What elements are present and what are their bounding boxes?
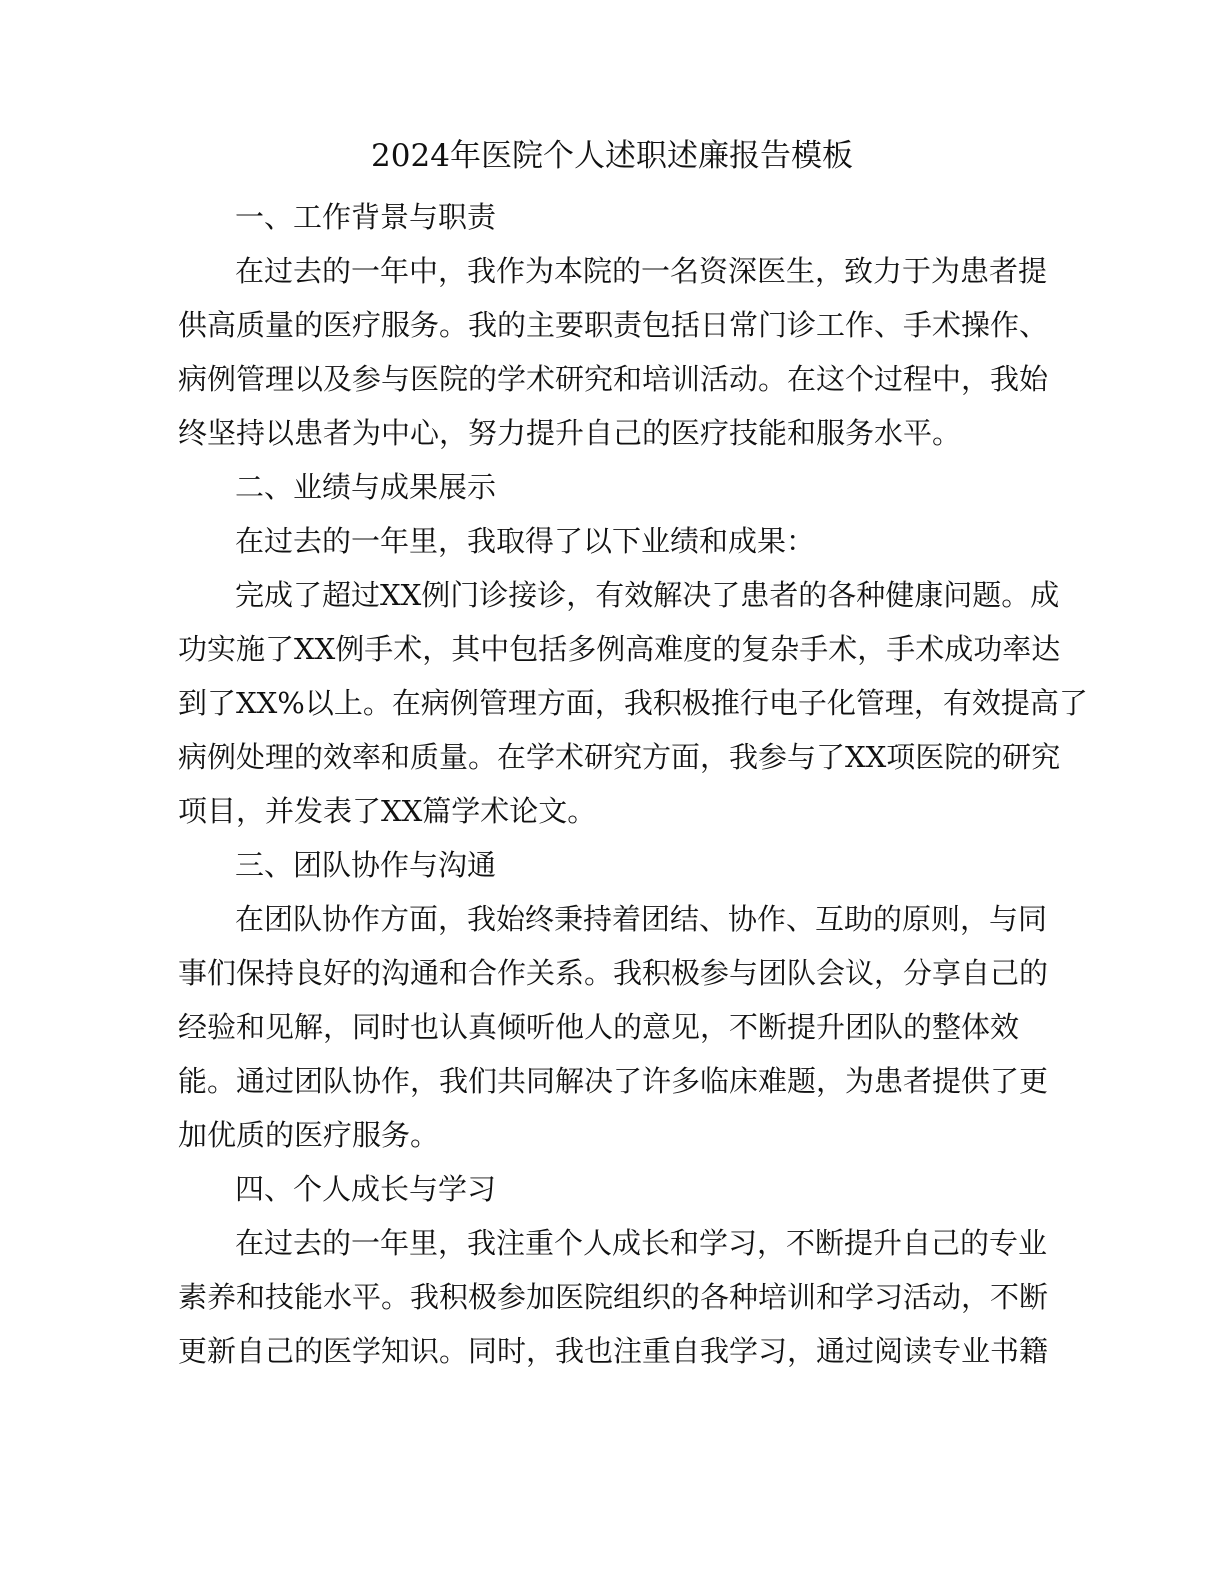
paragraph-line: 项目，并发表了XX篇学术论文。 <box>178 794 597 828</box>
section-heading-3: 三、团队协作与沟通 <box>235 848 497 882</box>
paragraph-line: 在过去的一年里，我取得了以下业绩和成果： <box>235 524 816 558</box>
paragraph-line: 能。通过团队协作，我们共同解决了许多临床难题，为患者提供了更 <box>178 1064 1049 1098</box>
paragraph-line: 加优质的医疗服务。 <box>178 1118 440 1152</box>
paragraph-line: 素养和技能水平。我积极参加医院组织的各种培训和学习活动，不断 <box>178 1280 1049 1314</box>
paragraph-line: 病例处理的效率和质量。在学术研究方面，我参与了XX项医院的研究 <box>178 740 1061 774</box>
paragraph-line: 在过去的一年里，我注重个人成长和学习，不断提升自己的专业 <box>235 1226 1048 1260</box>
paragraph-line: 终坚持以患者为中心，努力提升自己的医疗技能和服务水平。 <box>178 416 962 450</box>
paragraph-line: 到了XX%以上。在病例管理方面，我积极推行电子化管理，有效提高了 <box>178 686 1088 720</box>
paragraph-line: 完成了超过XX例门诊接诊，有效解决了患者的各种健康问题。成 <box>235 578 1060 612</box>
section-heading-4: 四、个人成长与学习 <box>235 1172 497 1206</box>
document-title: 2024年医院个人述职述廉报告模板 <box>371 138 853 174</box>
section-heading-1: 一、工作背景与职责 <box>235 200 497 234</box>
paragraph-line: 供高质量的医疗服务。我的主要职责包括日常门诊工作、手术操作、 <box>178 308 1049 342</box>
paragraph-line: 功实施了XX例手术，其中包括多例高难度的复杂手术，手术成功率达 <box>178 632 1061 666</box>
section-heading-2: 二、业绩与成果展示 <box>235 470 497 504</box>
paragraph-line: 在团队协作方面，我始终秉持着团结、协作、互助的原则，与同 <box>235 902 1048 936</box>
paragraph-line: 事们保持良好的沟通和合作关系。我积极参与团队会议，分享自己的 <box>178 956 1049 990</box>
paragraph-line: 更新自己的医学知识。同时，我也注重自我学习，通过阅读专业书籍 <box>178 1334 1049 1368</box>
paragraph-line: 在过去的一年中，我作为本院的一名资深医生，致力于为患者提 <box>235 254 1048 288</box>
paragraph-line: 经验和见解，同时也认真倾听他人的意见，不断提升团队的整体效 <box>178 1010 1020 1044</box>
paragraph-line: 病例管理以及参与医院的学术研究和培训活动。在这个过程中，我始 <box>178 362 1049 396</box>
